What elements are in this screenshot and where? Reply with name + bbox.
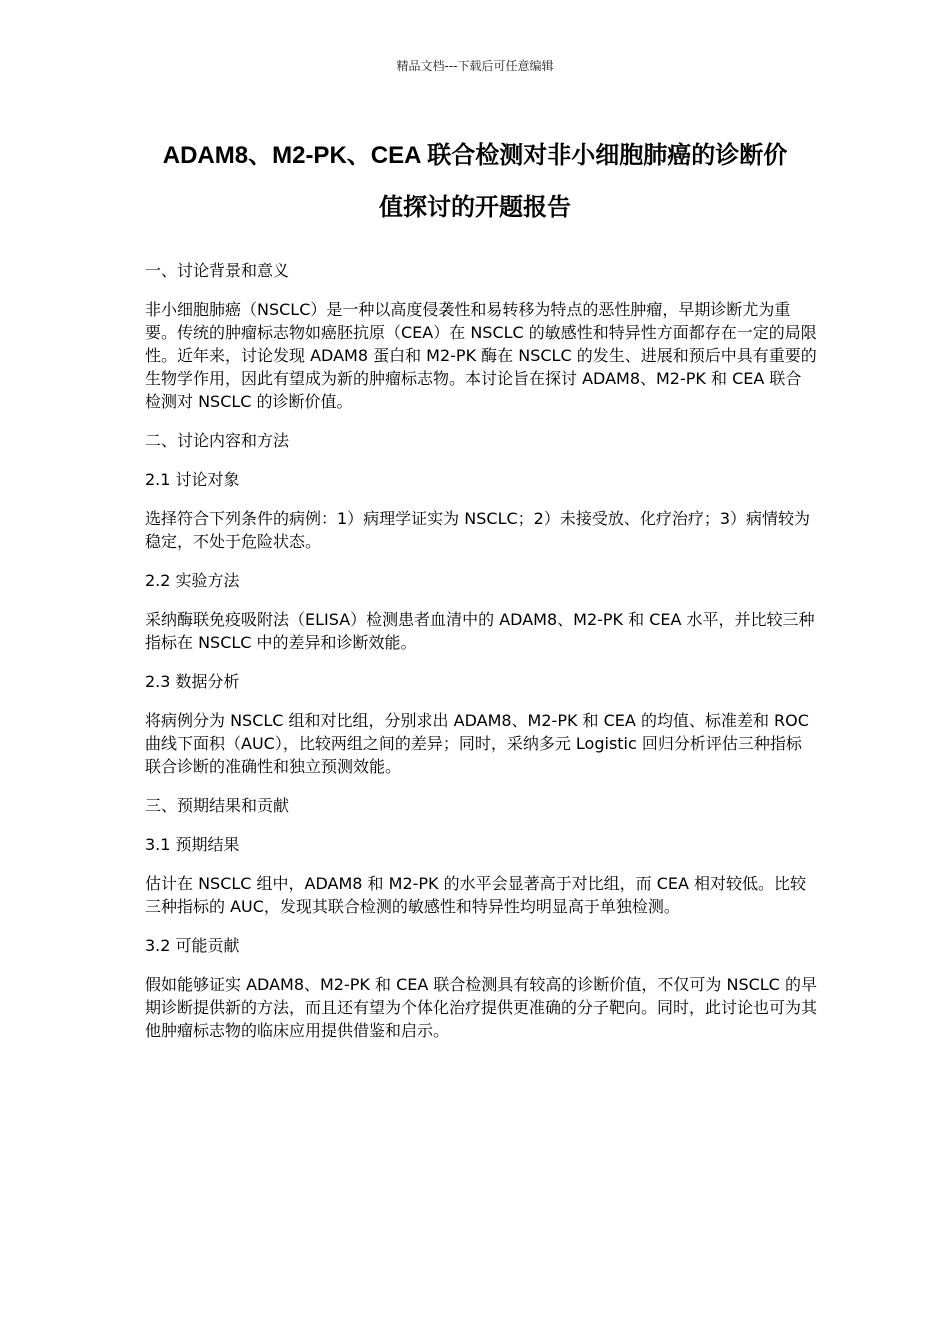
subsection-3-1-paragraph: 估计在 NSCLC 组中，ADAM8 和 M2-PK 的水平会显著高于对比组，而 CEA 相对较低。比较三种指标的 AUC，发现其联合检测的敏感性和特异性均明显高于单独检测。	[145, 874, 807, 916]
title-line-2: 值探讨的开题报告	[379, 194, 571, 221]
subsection-3-2-heading: 3.2 可能贡献	[145, 936, 240, 955]
section-2-heading: 二、讨论内容和方法	[145, 431, 290, 450]
section-1-paragraph: 非小细胞肺癌（NSCLC）是一种以高度侵袭性和易转移为特点的恶性肿瘤，早期诊断尤为重要。传统的肿瘤标志物如癌胚抗原（CEA）在 NSCLC 的敏感性和特异性方面都存在一定的局限性。近年来，讨论发现 ADAM8 蛋白和 M2-PK 酶在 NSCLC 的发生、进展和预后中具有重要的生物学作用，因此有望成为新的肿瘤标志物。本讨论旨在探讨 ADAM8、M2-PK 和 CEA 联合检测对 NSCLC 的诊断价值。	[145, 300, 817, 411]
subsection-3-1-heading: 3.1 预期结果	[145, 835, 240, 854]
subsection-2-1-heading: 2.1 讨论对象	[145, 470, 240, 489]
subsection-3-2-paragraph: 假如能够证实 ADAM8、M2-PK 和 CEA 联合检测具有较高的诊断价值，不仅可为 NSCLC 的早期诊断提供新的方法，而且还有望为个体化治疗提供更准确的分子靶向。同时，此讨论也可为其他肿瘤标志物的临床应用提供借鉴和启示。	[145, 975, 818, 1040]
subsection-2-2-paragraph: 采纳酶联免疫吸附法（ELISA）检测患者血清中的 ADAM8、M2-PK 和 CEA 水平，并比较三种指标在 NSCLC 中的差异和诊断效能。	[145, 610, 815, 652]
subsection-2-3-heading: 2.3 数据分析	[145, 672, 240, 691]
subsection-2-2-heading: 2.2 实验方法	[145, 571, 240, 590]
document-title	[130, 130, 820, 234]
document-body	[145, 259, 817, 1058]
section-3-heading: 三、预期结果和贡献	[145, 796, 290, 815]
title-line-1: ADAM8、M2-PK、CEA 联合检测对非小细胞肺癌的诊断价	[162, 142, 788, 169]
subsection-2-3-paragraph: 将病例分为 NSCLC 组和对比组，分别求出 ADAM8、M2-PK 和 CEA 的均值、标准差和 ROC 曲线下面积（AUC），比较两组之间的差异；同时，采纳多元 Logistic 回归分析评估三种指标联合诊断的准确性和独立预测效能。	[145, 711, 809, 776]
page-header: 精品文档---下载后可任意编辑	[396, 59, 554, 73]
subsection-2-1-paragraph: 选择符合下列条件的病例：1）病理学证实为 NSCLC；2）未接受放、化疗治疗；3）病情较为稳定，不处于危险状态。	[145, 509, 811, 551]
section-1-heading: 一、讨论背景和意义	[145, 261, 290, 280]
